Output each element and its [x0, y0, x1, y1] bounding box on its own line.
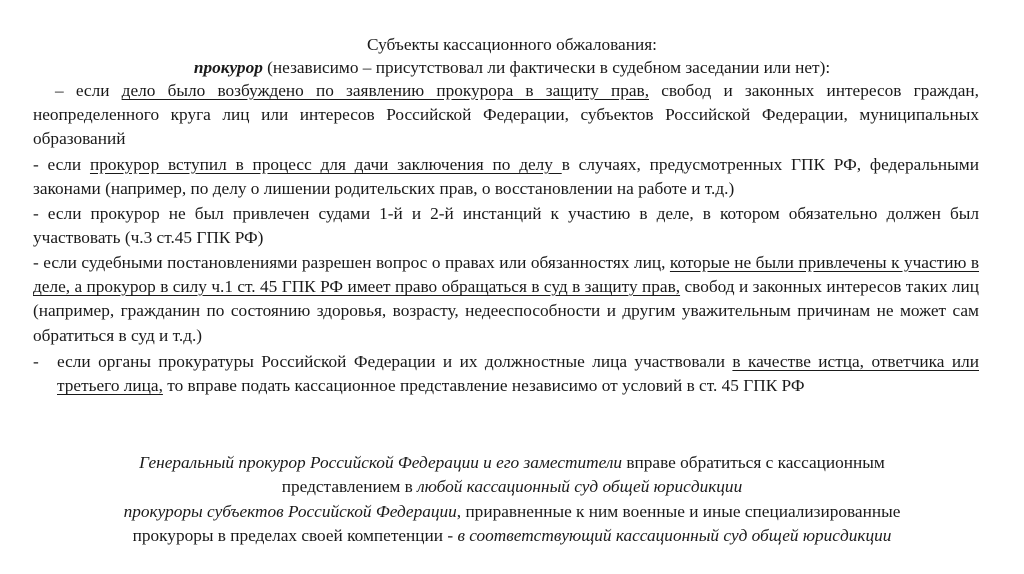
paragraph-5 [33, 350, 979, 398]
title-text: Субъекты кассационного обжалования: [367, 35, 657, 54]
footer-l3-text: , приравненные к ним военные и иные специализированные [456, 502, 901, 521]
footer-line-2 [0, 475, 1024, 500]
footer-l4-italic: в соответствующий кассационный суд общей юрисдикции [457, 526, 892, 545]
footer-l1-italic: Генеральный прокурор Российской Федерации и его заместители [139, 453, 623, 472]
p2-underlined: прокурор вступил в процесс для дачи заключения по делу [89, 155, 562, 174]
p4-text-a: - если судебными постановлениями разрешен вопрос о правах или обязанностях лиц, [33, 253, 670, 272]
p4-underlined: которые не были привлечены к участию в деле, а прокурор в силу ч.1 ст. 45 ГПК РФ имеет право обращаться в суд в защиту прав, [33, 253, 980, 297]
p1-text-b: свобод и законных интересов граждан, неопределенного круга лиц или интересов Российской Федерации, субъектов Российской Федерации, муниципальных образований [33, 81, 979, 149]
footer-l4-text: прокуроры в пределах своей компетенции - [132, 526, 458, 545]
p4-text-b: свобод и законных интересов таких лиц (например, гражданин по состоянию здоровья, возрасту, недееспособности и другим уважительным причинам не может сам обратиться в суд и т.д.) [33, 277, 979, 345]
paragraph-2 [33, 153, 979, 201]
p1-underlined: дело было возбуждено по заявлению прокурора в защиту прав, [121, 81, 650, 100]
p1-text-a: – если [55, 81, 122, 100]
footer-line-3 [0, 500, 1024, 525]
paragraph-3 [33, 202, 979, 250]
footer-line-1 [0, 451, 1024, 476]
subject-note: (независимо – присутствовал ли фактически в судебном заседании или нет): [262, 58, 831, 77]
p2-text-b: в случаях, предусмотренных ГПК РФ, федеральными законами (например, по делу о лишении родительских прав, о восстановлении на работе и т.д.) [33, 155, 979, 199]
footer-line-4 [0, 524, 1024, 549]
p5-underlined: в качестве истца, ответчика или третьего лица, [57, 352, 979, 396]
p3-text: - если прокурор не был привлечен судами 1-й и 2-й инстанций к участию в деле, в котором обязательно должен был участвовать (ч.3 ст.45 ГПК РФ) [33, 204, 979, 248]
footer-l3-italic: прокуроры субъектов Российской Федерации [123, 502, 457, 521]
paragraph-4 [33, 251, 979, 348]
p5-text-a: если органы прокуратуры Российской Федерации и их должностные лица участвовали [57, 352, 733, 371]
subject-term: прокурор [193, 58, 263, 77]
footer-l2-italic: любой кассационный суд общей юрисдикции [417, 477, 743, 496]
p2-text-a: - если [33, 155, 90, 174]
footer-l2-text: представлением в [281, 477, 418, 496]
slide-title [0, 34, 1024, 55]
p5-dash: - [33, 352, 39, 371]
footer-l1-text: вправе обратиться с кассационным [622, 453, 885, 472]
p5-text-b: то вправе подать кассационное представление независимо от условий в ст. 45 ГПК РФ [162, 376, 805, 396]
paragraph-1 [33, 79, 979, 152]
slide-subtitle [0, 57, 1024, 78]
